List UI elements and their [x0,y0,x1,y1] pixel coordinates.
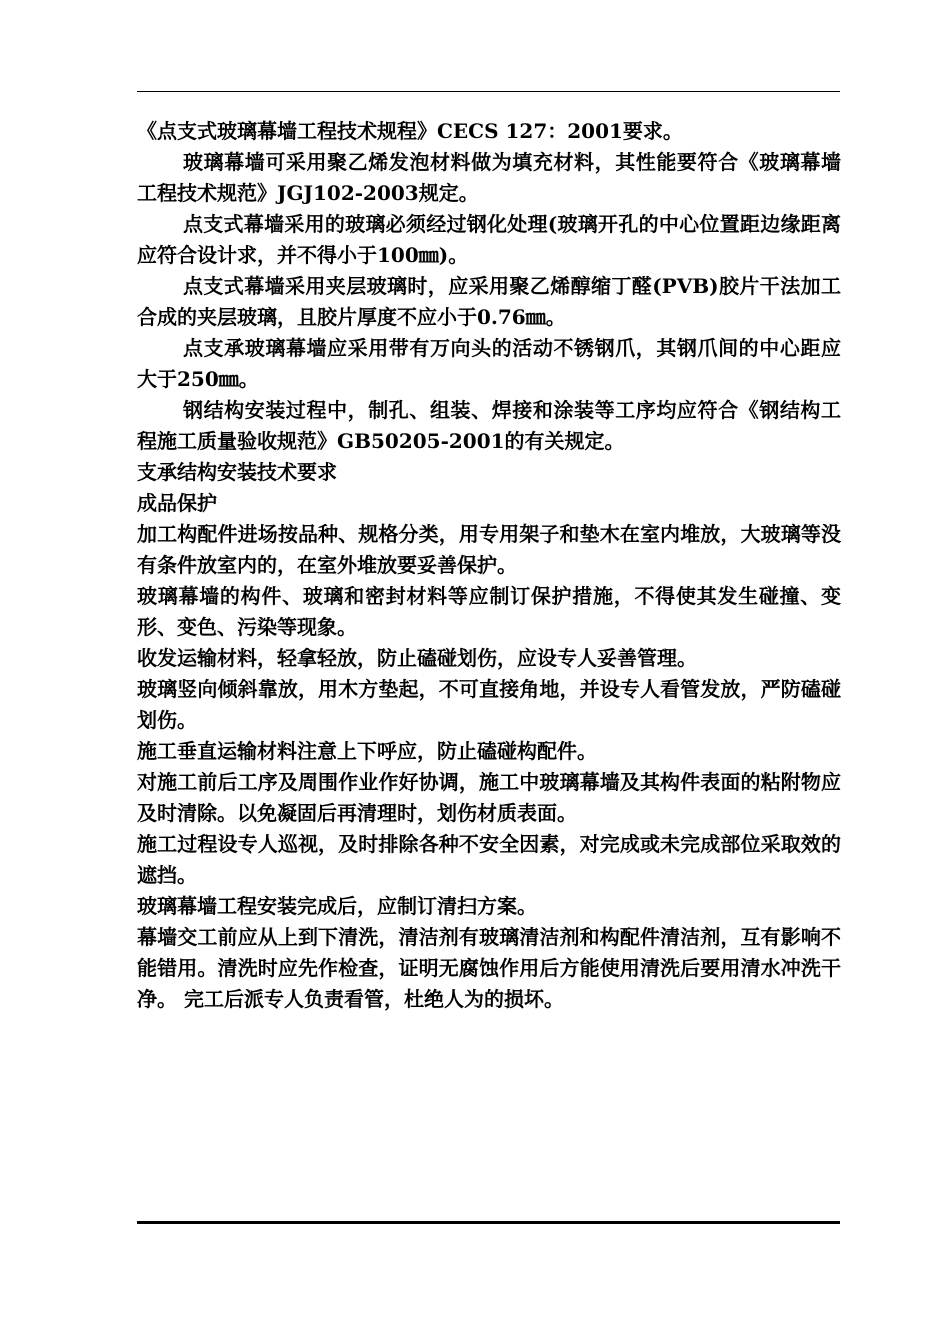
paragraph-3: 点支式幕墙采用的玻璃必须经过钢化处理(玻璃开孔的中心位置距边缘距离应符合设计求，并不得小于100㎜)。 [137,212,841,267]
paragraph-5: 点支承玻璃幕墙应采用带有万向头的活动不锈钢爪，其钢爪间的中心距应大于250㎜。 [137,336,841,391]
paragraph-17: 幕墙交工前应从上到下清洗，清洁剂有玻璃清洁剂和构配件清洁剂，互有影响不能错用。清洗时应先作检查，证明无腐蚀作用后方能使用清洗后要用清水冲洗干净。 完工后派专人负责看管，杜绝人为的损坏。 [137,925,841,1011]
paragraph-4: 点支式幕墙采用夹层玻璃时，应采用聚乙烯醇缩丁醛(PVB)胶片干法加工合成的夹层玻璃，且胶片厚度不应小于0.76㎜。 [137,274,841,329]
section-heading: 支承结构安装技术要求 [137,460,337,484]
paragraph-1: 《点支式玻璃幕墙工程技术规程》CECS 127：2001要求。 [137,119,683,143]
paragraph-15: 施工过程设专人巡视，及时排除各种不安全因素，对完成或未完成部位采取效的遮挡。 [137,832,841,887]
paragraph-12: 玻璃竖向倾斜靠放，用木方垫起，不可直接角地，并设专人看管发放，严防磕碰划伤。 [137,677,841,732]
footer-rule [137,1221,840,1224]
paragraph-14: 对施工前后工序及周围作业作好协调，施工中玻璃幕墙及其构件表面的粘附物应及时清除。以免凝固后再清理时，划伤材质表面。 [137,770,841,825]
paragraph-11: 收发运输材料，轻拿轻放，防止磕碰划伤，应设专人妥善管理。 [137,646,697,670]
paragraph-9: 加工构配件进场按品种、规格分类，用专用架子和垫木在室内堆放，大玻璃等没有条件放室内的，在室外堆放要妥善保护。 [137,522,841,577]
paragraph-6: 钢结构安装过程中，制孔、组装、焊接和涂装等工序均应符合《钢结构工程施工质量验收规范》GB50205-2001的有关规定。 [137,398,841,453]
paragraph-13: 施工垂直运输材料注意上下呼应，防止磕碰构配件。 [137,739,597,763]
paragraph-2: 玻璃幕墙可采用聚乙烯发泡材料做为填充材料，其性能要符合《玻璃幕墙工程技术规范》JGJ102-2003规定。 [137,150,841,205]
document-body [137,116,841,1015]
header-rule [137,91,840,92]
subsection-heading: 成品保护 [137,491,217,515]
paragraph-10: 玻璃幕墙的构件、玻璃和密封材料等应制订保护措施，不得使其发生碰撞、变形、变色、污染等现象。 [137,584,841,639]
paragraph-16: 玻璃幕墙工程安装完成后，应制订清扫方案。 [137,894,537,918]
